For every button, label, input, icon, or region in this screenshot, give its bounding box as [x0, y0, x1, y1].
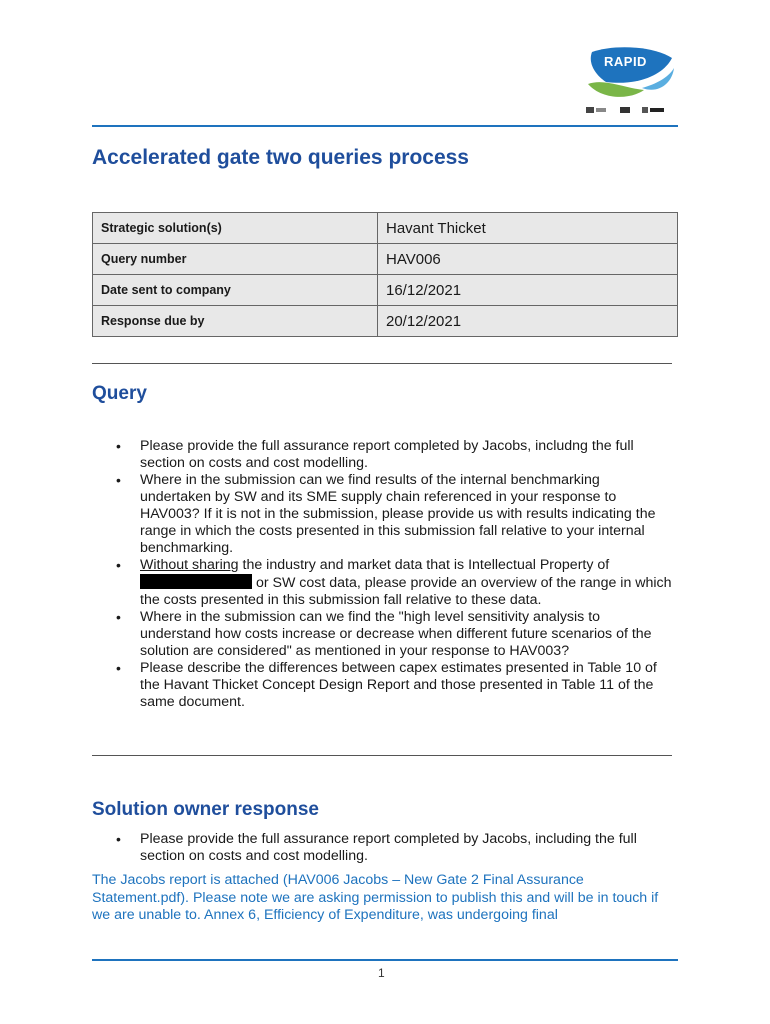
query-text: the industry and market data that is Intellectual Property of	[238, 557, 610, 573]
table-row	[93, 244, 678, 275]
meta-label-date-sent: Date sent to company	[93, 275, 378, 306]
list-item	[140, 557, 674, 609]
meta-value-response-due: 20/12/2021	[378, 306, 678, 337]
table-row	[93, 306, 678, 337]
footer-rule	[92, 959, 678, 961]
meta-value-query-number: HAV006	[378, 244, 678, 275]
response-list	[92, 831, 674, 865]
partner-logo-marks	[586, 105, 666, 115]
response-heading: Solution owner response	[92, 799, 319, 820]
meta-value-strategic-solution: Havant Thicket	[378, 213, 678, 244]
response-answer: The Jacobs report is attached (HAV006 Jacobs – New Gate 2 Final Assurance Statement.pdf). Please note we are asking permission to publish this and will be in touch if we are unable to. Annex 6, Efficiency of Expenditure, was undergoing final	[92, 872, 659, 923]
redaction-box	[140, 574, 252, 589]
page-number: 1	[378, 966, 385, 980]
page-title: Accelerated gate two queries process	[92, 146, 469, 169]
rapid-logo-text: RAPID	[604, 54, 647, 69]
section-divider	[92, 755, 672, 756]
list-item: • Where in the submission can we find the "high level sensitivity analysis to understand how costs increase or decrease when different future scenarios of the solution are considered" as mentioned in your response to HAV003?	[140, 609, 674, 660]
list-item: • Please provide the full assurance report completed by Jacobs, including the full section on costs and cost modelling.	[140, 831, 674, 865]
query-heading: Query	[92, 383, 147, 404]
table-row	[93, 275, 678, 306]
underlined-text: Without sharing	[140, 557, 239, 573]
header-rule	[92, 125, 678, 127]
meta-label-strategic-solution: Strategic solution(s)	[93, 213, 378, 244]
list-item: • Please describe the differences between capex estimates presented in Table 10 of the Havant Thicket Concept Design Report and those presented in Table 11 of the same document.	[140, 660, 674, 711]
section-divider	[92, 363, 672, 364]
list-item: • Where in the submission can we find results of the internal benchmarking undertaken by SW and its SME supply chain referenced in your response to HAV003? If it is not in the submission, please provide us with results indicating the range in which the costs presented in this submission fall relative to your internal benchmarking.	[140, 472, 674, 557]
list-item: • Please provide the full assurance report completed by Jacobs, includng the full section on costs and cost modelling.	[140, 438, 674, 472]
meta-label-response-due: Response due by	[93, 306, 378, 337]
query-list	[92, 438, 674, 711]
query-text: or SW cost data, please provide an overview of the range in which the costs presented in this submission fall relative to these data.	[140, 575, 672, 608]
table-row	[93, 213, 678, 244]
rapid-logo	[584, 44, 676, 102]
meta-label-query-number: Query number	[93, 244, 378, 275]
meta-value-date-sent: 16/12/2021	[378, 275, 678, 306]
meta-table	[92, 212, 678, 337]
